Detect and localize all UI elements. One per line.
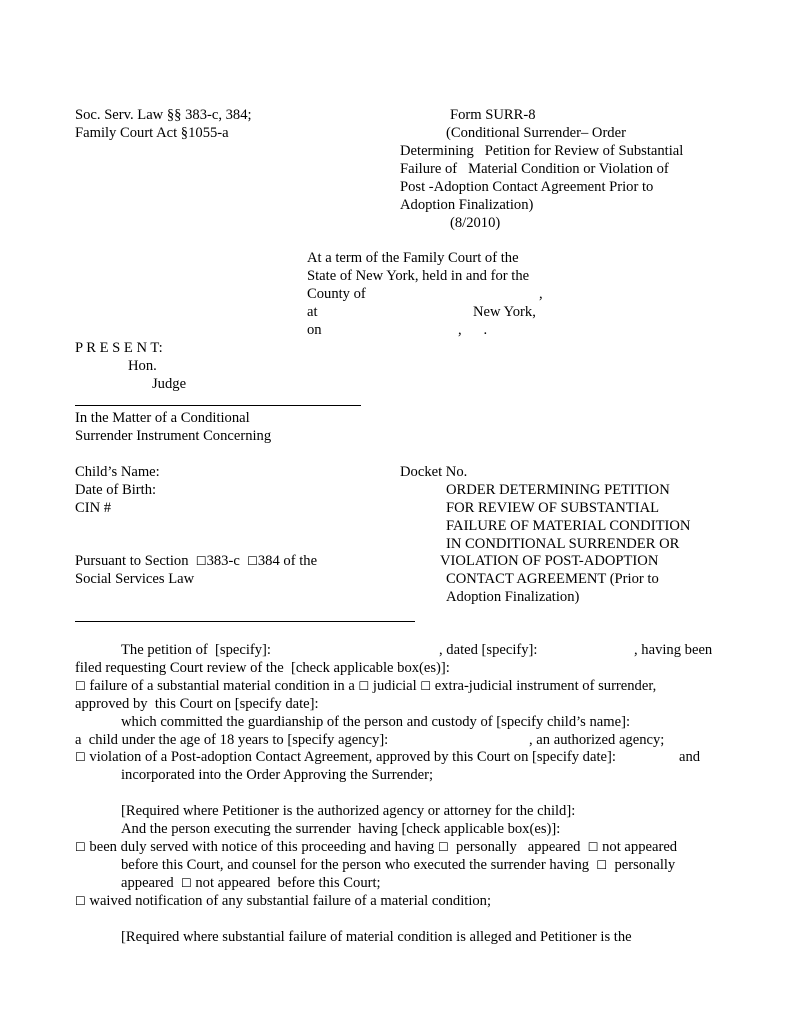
hon-label: Hon.: [128, 358, 157, 374]
counsel-personally-label: personally: [607, 857, 676, 873]
form-description-line: (Conditional Surrender– Order: [446, 125, 626, 141]
checkbox-waived-notification[interactable]: ☐: [75, 894, 86, 908]
failure-text: failure of a substantial material condition in a: [85, 678, 359, 694]
checkbox-personally-appeared[interactable]: ☐: [437, 840, 449, 854]
required-agency-note: [Required where Petitioner is the authorized agency or attorney for the child]:: [121, 803, 576, 819]
approved-by-line: approved by this Court on [specify date]:: [75, 696, 319, 712]
term-line-1: At a term of the Family Court of the: [307, 250, 519, 266]
caption-divider-bottom: [75, 621, 415, 622]
option-384-label: 384 of the: [257, 553, 318, 569]
incorporated-line: incorporated into the Order Approving the Surrender;: [121, 767, 434, 783]
and-label: and: [679, 749, 701, 765]
order-title-line: Adoption Finalization): [446, 589, 580, 605]
dated-label: , dated [specify]:: [439, 642, 538, 658]
matter-line-1: In the Matter of a Conditional: [75, 410, 250, 426]
county-comma: ,: [539, 286, 543, 302]
checkbox-judicial[interactable]: ☐: [358, 679, 370, 693]
new-york-label: New York,: [473, 304, 536, 320]
checkbox-383c[interactable]: ☐: [195, 554, 207, 568]
waived-option-line: [75, 893, 491, 910]
on-label: on: [307, 322, 322, 338]
order-title-line: VIOLATION OF POST-ADOPTION: [440, 553, 659, 569]
served-text: been duly served with notice of this proceeding and having: [85, 839, 438, 855]
counsel-appeared-line: [121, 875, 381, 892]
form-description-line: Post -Adoption Contact Agreement Prior to: [400, 179, 654, 195]
checkbox-not-appeared[interactable]: ☐: [587, 840, 599, 854]
served-option-line: [75, 839, 677, 856]
order-title-line: ORDER DETERMINING PETITION: [446, 482, 670, 498]
violation-text: violation of a Post-adoption Contact Agreement, approved by this Court on [specify date]:: [85, 749, 616, 765]
caption-divider-top: [75, 405, 361, 406]
counsel-not-appeared-label: not appeared before this Court;: [191, 875, 381, 891]
extra-judicial-label: extra-judicial instrument of surrender,: [431, 678, 657, 694]
checkbox-failure-condition[interactable]: ☐: [75, 679, 86, 693]
county-label: County of: [307, 286, 366, 302]
violation-option-line: [75, 749, 616, 766]
having-been-label: , having been: [634, 642, 713, 658]
child-under-18-line: a child under the age of 18 years to [specify agency]:: [75, 732, 389, 748]
authorized-agency-label: , an authorized agency;: [529, 732, 665, 748]
statute-citation-1: Soc. Serv. Law §§ 383-c, 384;: [75, 107, 252, 123]
matter-line-2: Surrender Instrument Concerning: [75, 428, 272, 444]
judicial-label: judicial: [369, 678, 421, 694]
committed-guardianship-line: which committed the guardianship of the person and custody of [specify child’s name]:: [121, 714, 631, 730]
order-title-line: IN CONDITIONAL SURRENDER OR: [446, 536, 680, 552]
at-label: at: [307, 304, 318, 320]
present-label: P R E S E N T:: [75, 340, 163, 356]
counsel-text: before this Court, and counsel for the person who executed the surrender having: [121, 857, 597, 873]
not-appeared-label: not appeared: [598, 839, 678, 855]
required-substantial-failure-note: [Required where substantial failure of material condition is alleged and Petitioner is the: [121, 929, 632, 945]
form-description-line: Failure of Material Condition or Violation of: [400, 161, 669, 177]
checkbox-violation-contact-agreement[interactable]: ☐: [75, 750, 86, 764]
pursuant-prefix: Pursuant to Section: [75, 553, 196, 569]
order-title-line: CONTACT AGREEMENT (Prior to: [446, 571, 659, 587]
failure-option-line: [75, 678, 656, 695]
checkbox-extra-judicial[interactable]: ☐: [420, 679, 432, 693]
petition-of-label: The petition of [specify]:: [121, 642, 271, 658]
checkbox-counsel-not-appeared[interactable]: ☐: [180, 876, 192, 890]
date-of-birth-label: Date of Birth:: [75, 482, 157, 498]
child-name-label: Child’s Name:: [75, 464, 160, 480]
statute-citation-2: Family Court Act §1055-a: [75, 125, 229, 141]
order-title-line: FAILURE OF MATERIAL CONDITION: [446, 518, 691, 534]
form-description-line: Determining Petition for Review of Substantial: [400, 143, 684, 159]
filed-requesting-line: filed requesting Court review of the [check applicable box(es)]:: [75, 660, 450, 676]
form-number: Form SURR-8: [450, 107, 536, 123]
docket-label: Docket No.: [400, 464, 468, 480]
checkbox-384[interactable]: ☐: [247, 554, 258, 568]
pursuant-to-section: [75, 553, 317, 570]
cin-label: CIN #: [75, 500, 112, 516]
checkbox-counsel-personally-appeared[interactable]: ☐: [596, 858, 608, 872]
social-services-law: Social Services Law: [75, 571, 195, 587]
option-383c-label: 383-c: [206, 553, 248, 569]
waived-text: waived notification of any substantial failure of a material condition;: [85, 893, 492, 909]
form-revision-date: (8/2010): [450, 215, 501, 231]
personally-appeared-label: personally appeared: [448, 839, 588, 855]
judge-label: Judge: [152, 376, 187, 392]
person-executing-line: And the person executing the surrender having [check applicable box(es)]:: [121, 821, 561, 837]
on-date-punctuation: , .: [458, 322, 488, 338]
term-line-2: State of New York, held in and for the: [307, 268, 530, 284]
appeared-label: appeared: [121, 875, 181, 891]
checkbox-duly-served[interactable]: ☐: [75, 840, 86, 854]
counsel-line: [121, 857, 675, 874]
form-description-line: Adoption Finalization): [400, 197, 534, 213]
order-title-line: FOR REVIEW OF SUBSTANTIAL: [446, 500, 660, 516]
